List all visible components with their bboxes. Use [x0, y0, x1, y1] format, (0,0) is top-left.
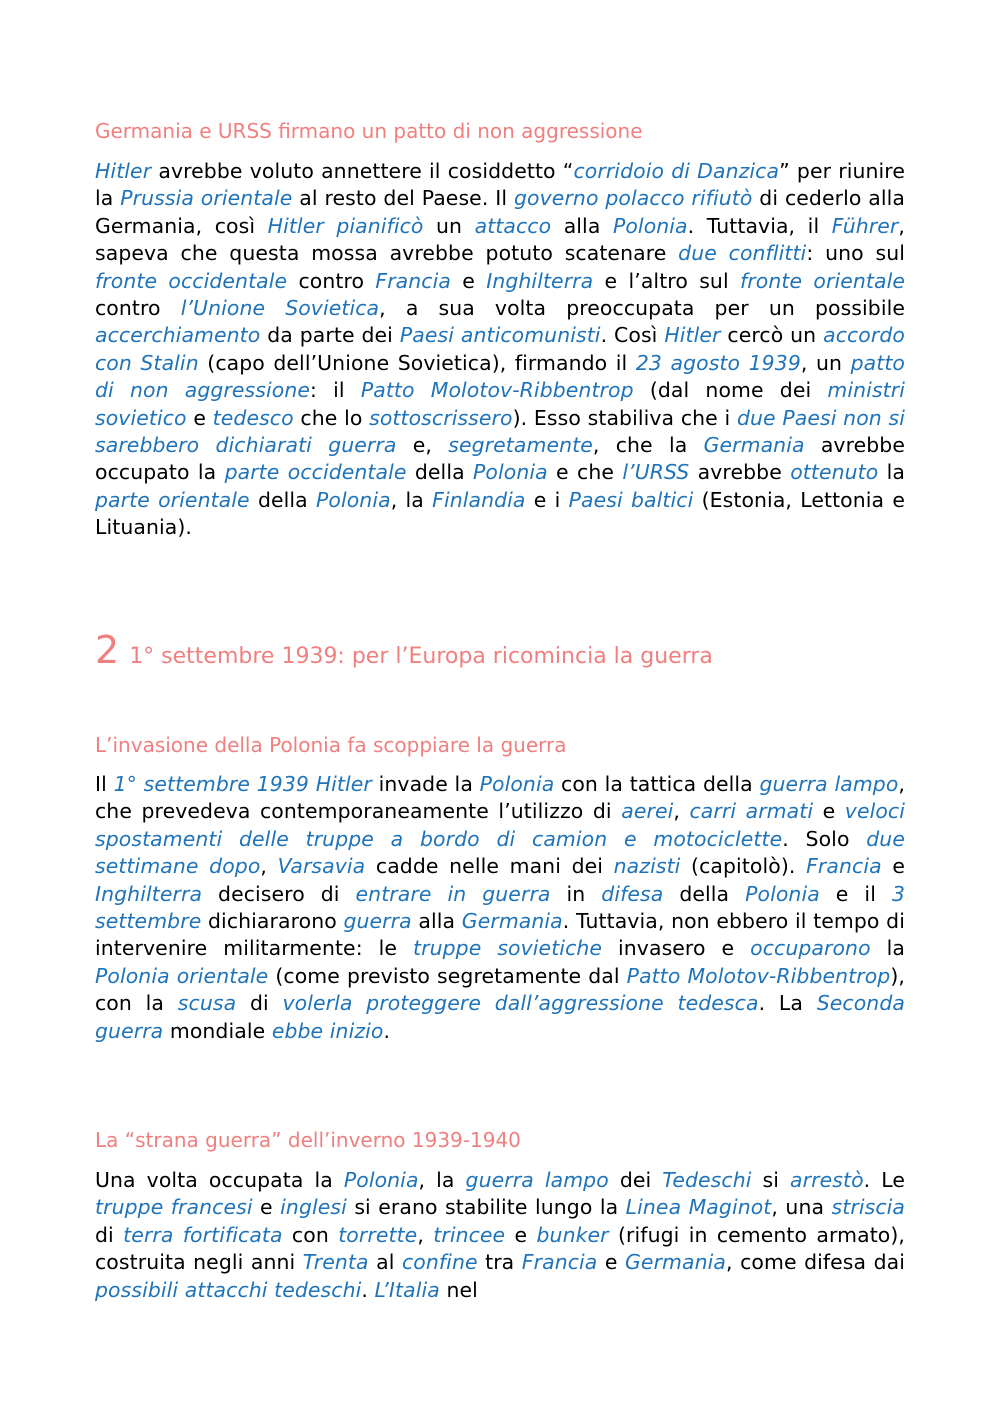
text-run: e: [881, 854, 905, 879]
text-run: : uno sul: [806, 241, 905, 266]
text-run: di: [95, 1222, 124, 1247]
highlighted-term: Francia: [806, 854, 882, 879]
text-run: di cederlo alla Germania, così: [95, 186, 906, 238]
highlighted-term: truppe sovietiche: [413, 936, 603, 961]
text-run: , che prevedeva contemporaneamente l’utilizzo di: [95, 772, 905, 824]
highlighted-term: 23 agosto 1939: [635, 350, 801, 375]
highlighted-term: scusa: [177, 991, 237, 1016]
highlighted-term: accerchiamento: [95, 323, 261, 348]
text-run: ,: [260, 854, 278, 879]
highlighted-term: Polonia: [745, 881, 820, 906]
highlighted-term: Inghilterra: [486, 268, 594, 293]
chapter-title: 1° settembre 1939: per l’Europa ricomincia la guerra: [129, 644, 713, 669]
text-run: Il: [95, 772, 114, 796]
text-run: decisero di: [202, 881, 356, 906]
highlighted-term: arrestò: [790, 1168, 864, 1192]
text-run: un: [423, 213, 475, 238]
highlighted-term: torrette: [338, 1222, 418, 1247]
text-run: si erano stabilite lungo la: [346, 1195, 626, 1220]
text-run: della: [663, 881, 746, 906]
text-run: : il: [310, 378, 361, 403]
highlighted-term: volerla proteggere dall’aggressione tedesca: [282, 991, 759, 1016]
text-run: con: [282, 1222, 339, 1247]
highlighted-term: Francia: [521, 1250, 598, 1275]
text-run: da parte dei: [260, 323, 400, 348]
text-run: e i: [525, 487, 569, 512]
highlighted-term: Polonia: [473, 460, 548, 485]
text-run: e che: [547, 460, 623, 485]
highlighted-term: due settimane dopo: [95, 826, 905, 879]
highlighted-term: ottenuto: [790, 460, 879, 485]
highlighted-term: guerra lampo: [759, 772, 899, 796]
highlighted-term: Linea Maginot: [625, 1195, 772, 1220]
text-run: (capitolò).: [680, 854, 807, 879]
text-run: ” per riunire la: [95, 159, 905, 211]
highlighted-term: Trenta: [302, 1250, 369, 1275]
text-run: dei: [608, 1168, 663, 1192]
highlighted-term: sottoscrissero: [369, 405, 513, 430]
chapter-heading: [95, 628, 905, 674]
highlighted-term: difesa: [601, 881, 664, 906]
section-heading-pact: Germania e URSS firmano un patto di non aggressione: [95, 119, 643, 143]
highlighted-term: terra fortificata: [123, 1222, 283, 1247]
highlighted-term: trincee: [433, 1222, 506, 1247]
highlighted-term: Finlandia: [432, 487, 526, 512]
text-run: tra: [477, 1250, 522, 1275]
highlighted-term: Paesi anticomunisti: [399, 323, 601, 348]
highlighted-term: Patto Molotov-Ribbentrop: [360, 378, 634, 403]
highlighted-term: L’Italia: [374, 1277, 440, 1302]
text-run: e l’altro sul: [593, 268, 740, 293]
highlighted-term: accordo con Stalin: [95, 323, 905, 375]
text-run: . Tuttavia, non ebbero il tempo di intervenire militarmente: le: [95, 909, 905, 961]
text-run: . Tuttavia, il: [687, 213, 832, 238]
text-run: e: [597, 1250, 626, 1275]
text-run: contro: [287, 268, 376, 293]
text-run: , una: [771, 1195, 832, 1220]
highlighted-term: Francia: [375, 268, 451, 293]
highlighted-term: Polonia: [612, 213, 688, 238]
highlighted-term: corridoio di Danzica: [573, 159, 780, 183]
text-run: , che la: [592, 433, 704, 458]
highlighted-term: occuparono: [750, 936, 871, 961]
highlighted-term: Tedeschi: [662, 1168, 752, 1192]
text-run: ). Esso stabiliva che i: [512, 405, 737, 430]
highlighted-term: Varsavia: [277, 854, 366, 879]
text-run: della: [249, 487, 316, 512]
highlighted-term: Polonia: [479, 772, 555, 796]
highlighted-term: striscia: [831, 1195, 905, 1220]
highlighted-term: Führer: [831, 213, 899, 238]
highlighted-term: due Paesi non si sarebbero dichiarati guerra: [95, 405, 905, 458]
text-run: e,: [396, 433, 449, 458]
text-run: avrebbe voluto annettere il cosiddetto “: [151, 159, 574, 183]
text-run: la: [870, 936, 905, 961]
highlighted-term: 1° settembre 1939 Hitler: [113, 772, 372, 796]
highlighted-term: 3 settembre: [95, 881, 906, 934]
highlighted-term: ministri sovietico: [95, 378, 906, 430]
paragraph-phoney-war: [95, 1167, 905, 1307]
text-run: e il: [819, 881, 892, 906]
text-run: ,: [673, 799, 690, 824]
text-run: . Così: [600, 323, 665, 348]
text-run: , sapeva che questa mossa avrebbe potuto scatenare: [95, 213, 905, 266]
highlighted-term: Paesi baltici: [568, 487, 694, 512]
highlighted-term: bunker: [536, 1222, 609, 1247]
highlighted-term: Germania: [703, 433, 805, 458]
highlighted-term: fronte occidentale: [95, 268, 288, 293]
paragraph-invasion: [95, 771, 905, 1076]
text-run: , un: [800, 350, 851, 375]
highlighted-term: attacco: [474, 213, 552, 238]
text-run: e: [450, 268, 487, 293]
highlighted-term: Polonia orientale: [95, 963, 269, 988]
highlighted-term: Hitler: [664, 323, 721, 348]
highlighted-term: guerra lampo: [465, 1168, 609, 1192]
text-run: di: [236, 991, 283, 1016]
highlighted-term: fronte orientale: [740, 268, 905, 293]
highlighted-term: truppe francesi: [95, 1195, 253, 1220]
highlighted-term: possibili attacchi tedeschi: [95, 1277, 362, 1302]
highlighted-term: aerei: [621, 799, 674, 824]
highlighted-term: carri armati: [689, 799, 814, 824]
paragraph-pact: [95, 158, 905, 573]
text-run: che lo: [293, 405, 370, 430]
highlighted-term: Polonia: [316, 487, 391, 512]
text-run: cercò un: [720, 323, 824, 348]
highlighted-term: l’URSS: [622, 460, 690, 485]
text-run: , la: [390, 487, 433, 512]
highlighted-term: Seconda guerra: [95, 991, 905, 1043]
text-run: in: [550, 881, 602, 906]
text-run: contro: [95, 296, 181, 321]
text-run: .: [383, 1018, 391, 1043]
text-run: , come difesa dai: [726, 1250, 906, 1275]
text-run: , a sua volta preoccupata per un possibile: [379, 296, 905, 321]
text-run: (dal nome dei: [633, 378, 828, 403]
highlighted-term: due conflitti: [678, 241, 807, 266]
text-run: con la tattica della: [554, 772, 760, 796]
text-run: invade la: [371, 772, 480, 796]
section-heading-invasion: L’invasione della Polonia fa scoppiare la guerra: [95, 733, 567, 757]
highlighted-term: parte occidentale: [224, 460, 407, 485]
text-run: alla: [411, 909, 462, 934]
text-run: . Le: [863, 1168, 906, 1192]
text-run: nel: [439, 1277, 478, 1302]
highlighted-term: parte orientale: [95, 487, 250, 512]
text-run: la: [878, 460, 906, 485]
highlighted-term: Germania: [625, 1250, 727, 1275]
highlighted-term: segretamente: [448, 433, 593, 458]
text-run: dichiararono: [201, 909, 344, 934]
highlighted-term: Inghilterra: [95, 881, 203, 906]
highlighted-term: l’Unione Sovietica: [180, 296, 380, 321]
highlighted-term: entrare in guerra: [355, 881, 551, 906]
highlighted-term: Polonia: [343, 1168, 419, 1192]
highlighted-term: inglesi: [280, 1195, 347, 1220]
highlighted-term: veloci spostamenti delle truppe a bordo di camion e motociclette: [95, 799, 906, 851]
highlighted-term: ebbe inizio: [271, 1018, 384, 1043]
highlighted-term: Prussia orientale: [120, 186, 293, 211]
highlighted-term: Hitler: [95, 159, 152, 183]
section-heading-phoney-war: La “strana guerra” dell’inverno 1939-1940: [95, 1128, 521, 1152]
text-run: (Estonia, Lettonia e Lituania).: [95, 487, 906, 540]
text-run: , la: [418, 1168, 466, 1192]
text-run: . Solo: [782, 826, 867, 851]
highlighted-term: guerra: [343, 909, 412, 934]
text-run: al: [368, 1250, 402, 1275]
highlighted-term: patto di non aggressione: [95, 350, 905, 403]
highlighted-term: nazisti: [613, 854, 681, 879]
text-run: cadde nelle mani dei: [365, 854, 614, 879]
text-run: della: [406, 460, 474, 485]
chapter-number: 2: [95, 628, 120, 672]
text-run: e: [505, 1222, 537, 1247]
text-run: avrebbe occupato la: [95, 433, 905, 485]
highlighted-term: Hitler pianificò: [267, 213, 424, 238]
highlighted-term: Germania: [461, 909, 563, 934]
text-run: (rifugi in cemento armato), costruita negli anni: [95, 1222, 906, 1275]
text-run: ,: [417, 1222, 434, 1247]
text-run: e: [252, 1195, 281, 1220]
highlighted-term: governo polacco rifiutò: [514, 186, 753, 211]
text-run: avrebbe: [689, 460, 791, 485]
text-run: alla: [551, 213, 613, 238]
highlighted-term: Patto Molotov-Ribbentrop: [626, 963, 891, 988]
text-run: (capo dell’Unione Sovietica), firmando il: [198, 350, 636, 375]
text-run: e: [813, 799, 845, 824]
highlighted-term: tedesco: [212, 405, 294, 430]
text-run: ), con la: [95, 963, 905, 1016]
text-run: . La: [758, 991, 817, 1016]
text-run: invasero e: [602, 936, 751, 961]
text-run: (come previsto segretamente dal: [268, 963, 627, 988]
text-run: si: [751, 1168, 791, 1192]
highlighted-term: confine: [401, 1250, 478, 1275]
text-run: al resto del Paese. Il: [292, 186, 515, 211]
text-run: e: [186, 405, 213, 430]
text-run: .: [361, 1277, 375, 1302]
text-run: mondiale: [163, 1018, 272, 1043]
text-run: Una volta occupata la: [95, 1168, 344, 1192]
